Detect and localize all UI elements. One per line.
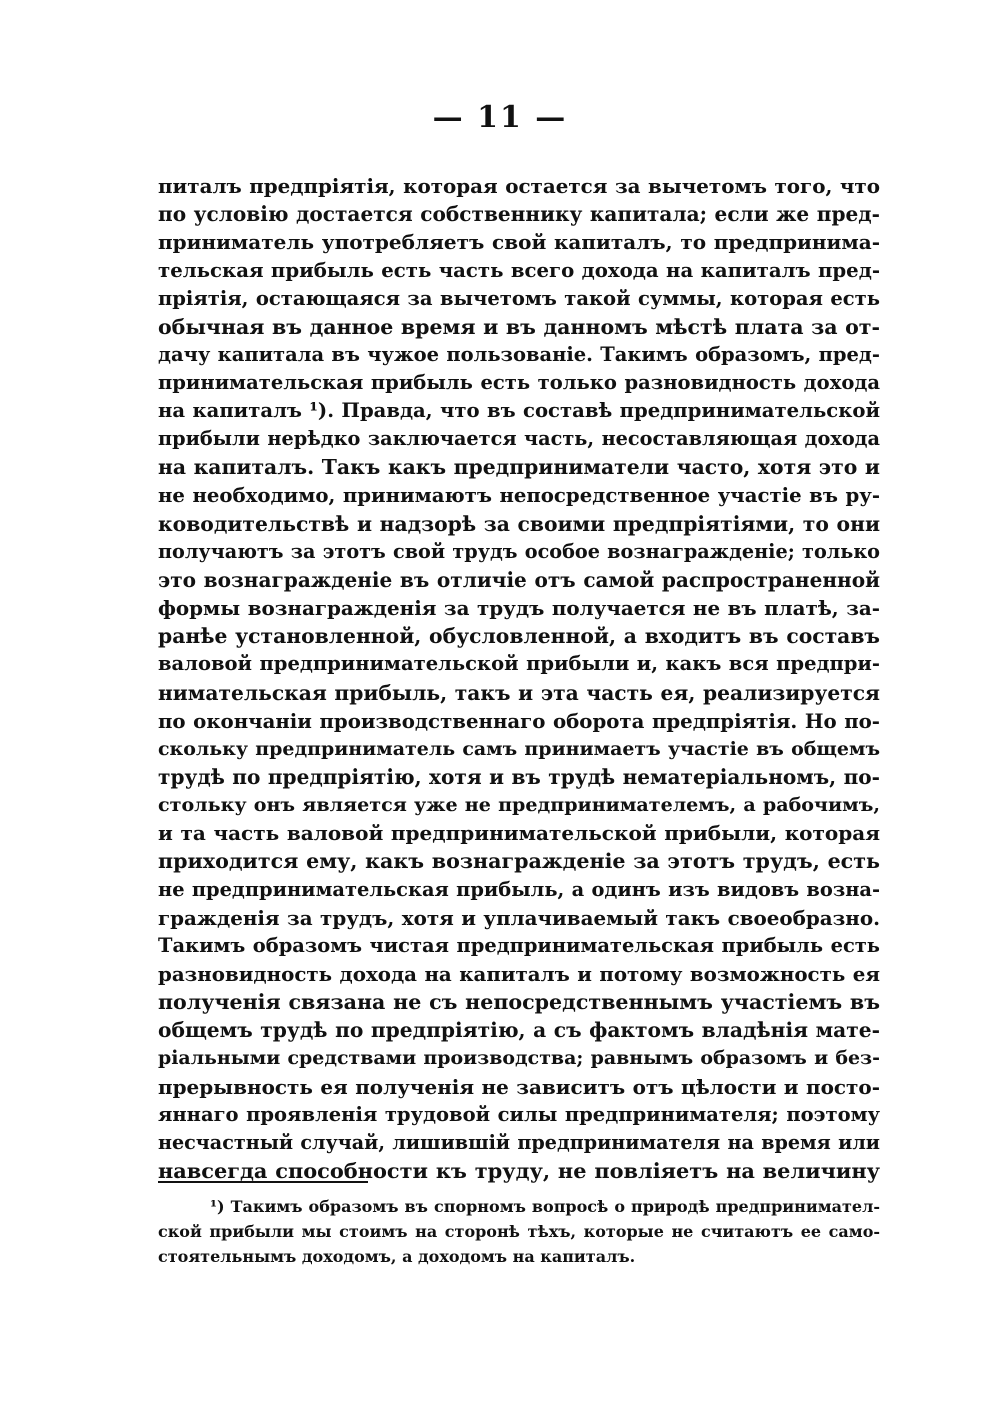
footnote xyxy=(158,1194,880,1269)
text-line: несчастный случай, лишившій предпринимателя на время или xyxy=(158,1130,880,1154)
text-line: приниматель употребляетъ свой капиталъ, то предпринима- xyxy=(158,230,880,255)
text-line: гражденія за трудъ, хотя и уплачиваемый такъ своеобразно. xyxy=(158,905,880,930)
text-line: и та часть валовой предпринимательской прибыли, которая xyxy=(158,821,880,846)
text-line: общемъ трудѣ по предпріятію, а съ фактомъ владѣнія мате- xyxy=(158,1018,880,1043)
text-line: пріятія, остающаяся за вычетомъ такой суммы, которая есть xyxy=(158,286,880,310)
text-line: яннаго проявленія трудовой силы предпринимателя; поэтому xyxy=(158,1102,880,1126)
text-line: формы вознагражденія за трудъ получается не въ платѣ, за- xyxy=(158,596,880,621)
text-line: не необходимо, принимаютъ непосредственное участіе въ ру- xyxy=(158,483,880,507)
text-line: Такимъ образомъ чистая предпринимательская прибыль есть xyxy=(158,933,880,957)
text-line: скольку предприниматель самъ принимаетъ участіе въ общемъ xyxy=(158,737,880,760)
footnote-line: стоятельнымъ доходомъ, а доходомъ на капиталъ. xyxy=(158,1247,636,1266)
text-line: тельская прибыль есть часть всего дохода на капиталъ пред- xyxy=(158,258,880,283)
text-line: это вознагражденіе въ отличіе отъ самой распространенной xyxy=(158,567,880,592)
text-line: полученія связана не съ непосредственнымъ участіемъ въ xyxy=(158,990,880,1015)
text-line: не предпринимательская прибыль, а одинъ изъ видовъ возна- xyxy=(158,877,880,901)
footnote-line: ¹) Такимъ образомъ въ спорномъ вопросѣ о природѣ предпринимател- xyxy=(210,1197,880,1216)
body-text xyxy=(158,172,880,1185)
text-line: ранѣе установленной, обусловленной, а входитъ въ составъ xyxy=(158,624,880,649)
text-line: по окончаніи производственнаго оборота предпріятія. Но по- xyxy=(158,708,880,733)
text-line: валовой предпринимательской прибыли и, какъ вся предпри- xyxy=(158,652,880,676)
text-line: обычная въ данное время и въ данномъ мѣстѣ плата за от- xyxy=(158,314,880,339)
text-line: на капиталъ. Такъ какъ предприниматели часто, хотя это и xyxy=(158,455,880,480)
text-line: приходится ему, какъ вознагражденіе за этотъ трудъ, есть xyxy=(158,849,880,874)
text-line: получаютъ за этотъ свой трудъ особое вознагражденіе; только xyxy=(158,539,880,563)
text-line: дачу капитала въ чужое пользованіе. Такимъ образомъ, пред- xyxy=(158,342,880,366)
text-line: ководительствѣ и надзорѣ за своими предпріятіями, то они xyxy=(158,511,880,536)
page-number: — 11 — xyxy=(432,100,568,135)
text-line: прерывность ея полученія не зависитъ отъ цѣлости и посто- xyxy=(158,1074,880,1099)
text-line: нимательская прибыль, такъ и эта часть ея, реализируется xyxy=(158,680,880,705)
text-line: прибыли нерѣдко заключается часть, несоставляющая дохода xyxy=(158,427,880,451)
text-line: по условію достается собственнику капитала; если же пред- xyxy=(158,202,880,227)
text-line: питалъ предпріятія, которая остается за вычетомъ того, что xyxy=(158,174,880,198)
text-line: разновидность дохода на капиталъ и потому возможность ея xyxy=(158,961,880,986)
text-line: принимательская прибыль есть только разновидность дохода xyxy=(158,370,880,394)
text-line: навсегда способности къ труду, не повліяетъ на величину xyxy=(158,1157,880,1183)
text-line: ріальными средствами производства; равнымъ образомъ и без- xyxy=(158,1047,880,1070)
footnote-divider xyxy=(158,1181,368,1183)
text-line: стольку онъ является уже не предпринимателемъ, а рабочимъ, xyxy=(158,794,880,817)
text-line: трудѣ по предпріятію, хотя и въ трудѣ нематеріальномъ, по- xyxy=(158,764,880,789)
footnote-line: ской прибыли мы стоимъ на сторонѣ тѣхъ, которые не считаютъ ее само- xyxy=(158,1222,880,1241)
text-line: на капиталъ ¹). Правда, что въ составѣ предпринимательской xyxy=(158,399,880,423)
